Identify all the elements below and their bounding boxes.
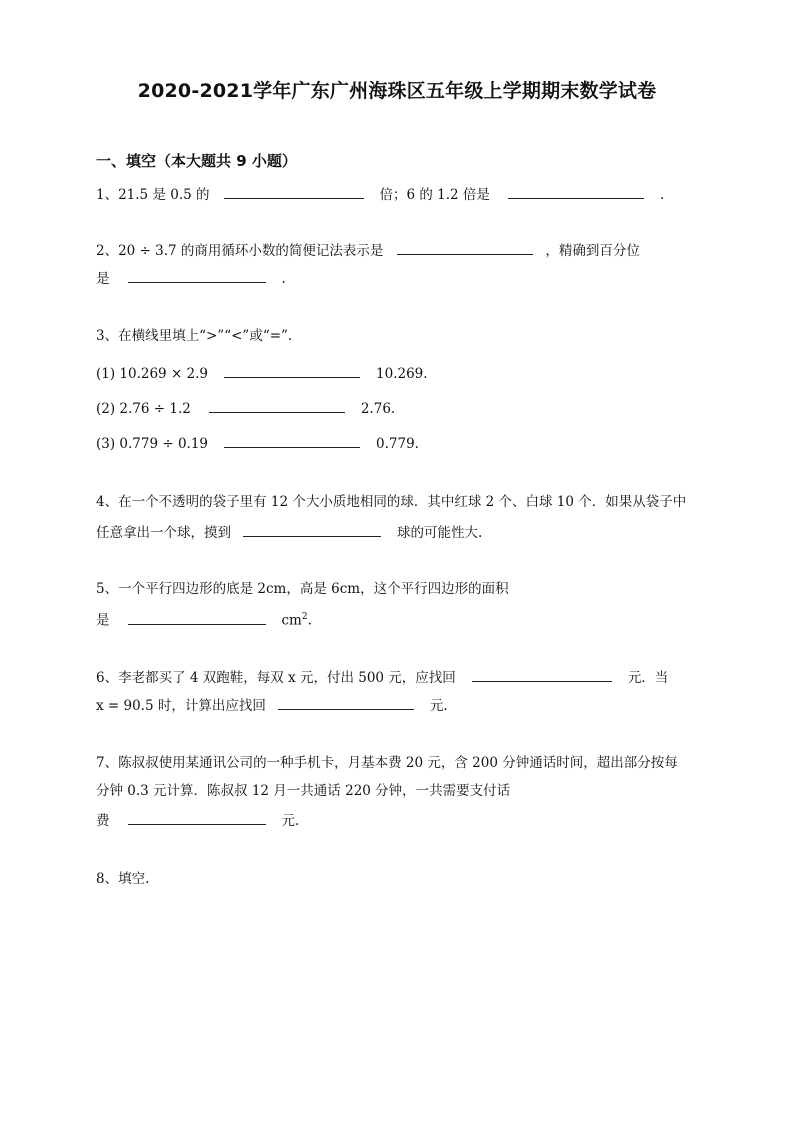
q4-answer-blank[interactable] [243, 522, 381, 537]
q5-text-a: 5、一个平行四边形的底是 2cm，高是 6cm，这个平行四边形的面积 [96, 581, 509, 597]
q2-text-b: ，精确到百分位 [545, 243, 640, 259]
q2-answer-blank-2[interactable] [128, 268, 266, 283]
question-4-line-2 [96, 522, 482, 542]
question-7-line-1 [96, 754, 678, 772]
question-2-line-1 [96, 240, 640, 260]
q2-text-c: 是 [96, 271, 110, 287]
question-3-part-1 [96, 363, 428, 383]
q4-text-a: 4、在一个不透明的袋子里有 12 个大小质地相同的球．其中红球 2 个、白球 10 个．如果从袋子中 [96, 494, 687, 510]
q1-answer-blank-1[interactable] [224, 184, 364, 199]
question-4-line-1 [96, 493, 686, 511]
q7-text-b: 分钟 0.3 元计算．陈叔叔 12 月一共通话 220 分钟，一共需要支付话 [96, 783, 511, 799]
question-3-part-3 [96, 433, 419, 453]
q2-answer-blank-1[interactable] [397, 240, 533, 255]
q3-p2-answer-blank[interactable] [209, 398, 345, 413]
q2-text-a: 2、20 ÷ 3.7 的商用循环小数的简便记法表示是 [96, 243, 384, 259]
q6-answer-blank-1[interactable] [472, 667, 612, 682]
q6-answer-blank-2[interactable] [278, 695, 414, 710]
q3-p3-answer-blank[interactable] [224, 433, 360, 448]
q3-p1-answer-blank[interactable] [224, 363, 360, 378]
q5-answer-blank[interactable] [128, 610, 266, 625]
q6-text-b: 元．当 [627, 670, 669, 686]
q5-text-d: . [307, 612, 312, 629]
question-2-line-2 [96, 268, 286, 288]
question-5-line-1 [96, 580, 509, 598]
q1-text-b: 倍；6 的 1.2 倍是 [379, 187, 490, 203]
q6-text-d: 元. [429, 698, 448, 714]
page-title: 2020-2021学年广东广州海珠区五年级上学期期末数学试卷 [137, 80, 657, 102]
question-7-line-3 [96, 810, 299, 830]
q5-unit: cm [281, 612, 302, 629]
q1-text-c: . [659, 187, 665, 203]
question-7-line-2 [96, 782, 510, 800]
question-3-part-2 [96, 398, 395, 418]
q5-unit-exponent: 2 [301, 612, 308, 622]
q1-answer-blank-2[interactable] [508, 184, 644, 199]
q7-answer-blank[interactable] [128, 810, 266, 825]
question-1 [96, 184, 664, 204]
q4-text-b: 任意拿出一个球，摸到 [96, 525, 231, 541]
question-5-line-2 [96, 608, 312, 630]
q3-p1-text-a: (1) 10.269 × 2.9 [96, 366, 209, 382]
q7-text-c: 费 [96, 813, 110, 829]
question-8 [96, 870, 149, 888]
q3-intro-text: 3、在横线里填上“>”“<”或“=”. [96, 328, 293, 344]
q3-p3-text-b: 0.779. [376, 436, 419, 452]
q1-text-a: 1、21.5 是 0.5 的 [96, 187, 210, 203]
q2-text-d: . [281, 271, 286, 287]
q4-text-c: 球的可能性大. [397, 525, 483, 541]
q3-p2-text-a: (2) 2.76 ÷ 1.2 [96, 401, 191, 417]
q3-p3-text-a: (3) 0.779 ÷ 0.19 [96, 436, 209, 452]
q8-text-a: 8、填空. [96, 871, 150, 887]
q6-text-c: x = 90.5 时，计算出应找回 [96, 698, 266, 714]
q3-p2-text-b: 2.76. [360, 401, 396, 417]
q7-text-d: 元. [281, 813, 300, 829]
q5-text-b: 是 [96, 612, 110, 629]
question-3-intro [96, 327, 292, 345]
q6-text-a: 6、李老都买了 4 双跑鞋，每双 x 元，付出 500 元，应找回 [96, 670, 456, 686]
q7-text-a: 7、陈叔叔使用某通讯公司的一种手机卡，月基本费 20 元，含 200 分钟通话时间，超出部分按每 [96, 755, 678, 771]
q3-p1-text-b: 10.269. [376, 366, 428, 382]
question-6-line-1 [96, 667, 668, 687]
question-6-line-2 [96, 695, 448, 715]
section-heading: 一、填空（本大题共 9 小题） [96, 152, 297, 170]
